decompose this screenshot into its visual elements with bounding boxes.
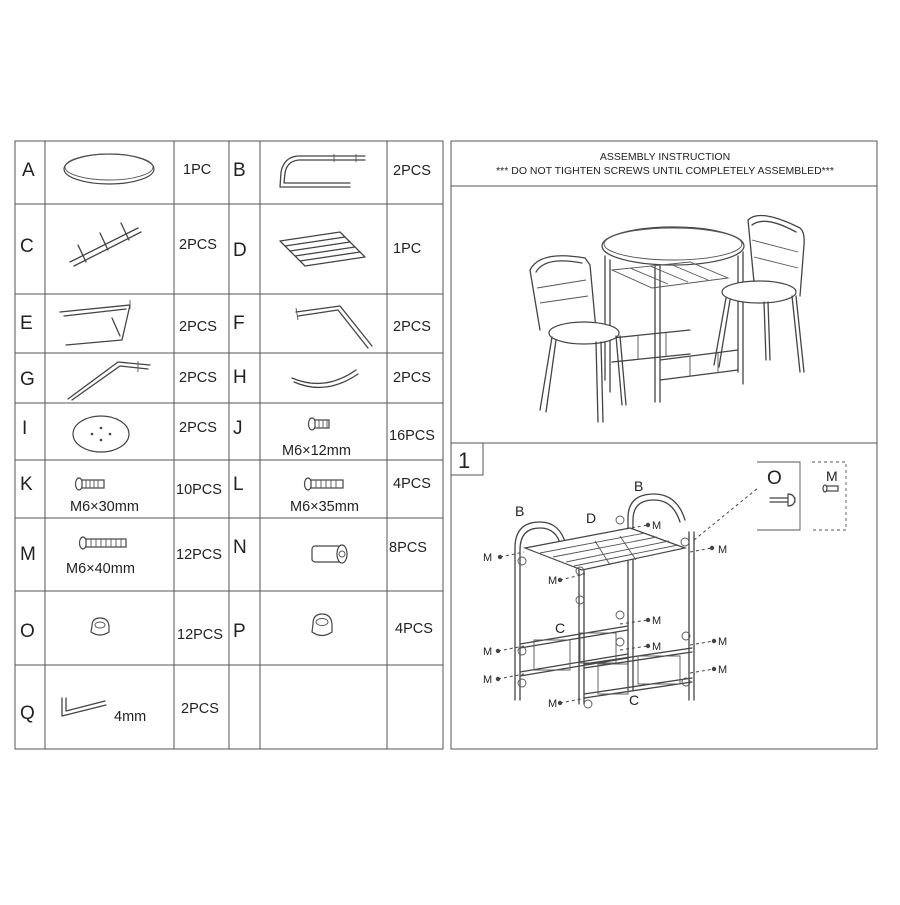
- qty-o: 12PCS: [177, 627, 223, 643]
- part-k-screw-icon: [76, 478, 105, 490]
- size-j: M6×12mm: [282, 443, 351, 459]
- qty-m: 12PCS: [176, 547, 222, 563]
- part-letter-q: Q: [20, 703, 35, 724]
- qty-f: 2PCS: [393, 319, 431, 335]
- m-label-8: M: [652, 641, 662, 653]
- part-letter-l: L: [233, 474, 244, 495]
- size-m: M6×40mm: [66, 561, 135, 577]
- callout-m-detail: M: [826, 468, 838, 484]
- part-letter-e: E: [20, 313, 33, 334]
- part-d-shelf-icon: [280, 232, 365, 266]
- part-letter-d: D: [233, 240, 247, 261]
- callout-d: D: [586, 510, 597, 526]
- assembly-warning: *** DO NOT TIGHTEN SCREWS UNTIL COMPLETELY ASSEMBLED***: [496, 165, 834, 177]
- part-letter-h: H: [233, 367, 247, 388]
- qty-g: 2PCS: [179, 370, 217, 386]
- size-l: M6×35mm: [290, 499, 359, 515]
- m-label-6: M: [483, 674, 493, 686]
- m-label-4: M: [718, 544, 728, 556]
- part-g-leg-icon: [68, 361, 150, 400]
- qty-p: 4PCS: [395, 621, 433, 637]
- part-c-ladder-icon: [70, 223, 141, 266]
- m-label-2: M: [548, 575, 558, 587]
- m-label-10: M: [718, 664, 728, 676]
- m-label-1: M: [483, 552, 493, 564]
- qty-h: 2PCS: [393, 370, 431, 386]
- qty-i: 2PCS: [179, 420, 217, 436]
- part-letter-j: J: [233, 418, 243, 439]
- part-h-backrest-icon: [292, 370, 358, 387]
- step-number: 1: [458, 448, 471, 473]
- size-k: M6×30mm: [70, 499, 139, 515]
- qty-l: 4PCS: [393, 476, 431, 492]
- qty-b: 2PCS: [393, 163, 431, 179]
- part-letter-o: O: [20, 621, 35, 642]
- part-i-seat-icon: [73, 416, 129, 452]
- part-letter-b: B: [233, 160, 246, 181]
- callout-b-right: B: [634, 478, 644, 494]
- part-letter-n: N: [233, 537, 247, 558]
- assembly-title: ASSEMBLY INSTRUCTION: [599, 151, 731, 163]
- qty-e: 2PCS: [179, 319, 217, 335]
- part-m-screw-icon: [80, 537, 127, 549]
- qty-n: 8PCS: [389, 540, 427, 556]
- part-q-allen-key-icon: [62, 698, 106, 716]
- m-label-3: M: [652, 520, 662, 532]
- completed-dining-set-illustration: [530, 216, 804, 423]
- part-o-cap-icon: [91, 618, 109, 635]
- qty-j: 16PCS: [389, 428, 435, 444]
- part-b-frame-icon: [280, 154, 365, 187]
- qty-c: 2PCS: [179, 237, 217, 253]
- callout-b-left: B: [515, 503, 525, 519]
- part-letter-m: M: [20, 544, 36, 565]
- part-letter-a: A: [22, 160, 35, 181]
- part-a-table-top-icon: [64, 154, 154, 184]
- part-p-cap-icon: [312, 614, 332, 636]
- qty-d: 1PC: [393, 241, 422, 257]
- qty-q: 2PCS: [181, 701, 219, 717]
- callout-o: O: [767, 468, 782, 489]
- m-label-11: M: [548, 698, 558, 710]
- part-l-screw-icon: [305, 478, 344, 490]
- m-label-5: M: [483, 646, 493, 658]
- part-letter-c: C: [20, 236, 34, 257]
- m-label-7: M: [652, 615, 662, 627]
- part-letter-f: F: [233, 313, 245, 334]
- part-n-barrel-nut-icon: [312, 545, 347, 563]
- callout-c-upper: C: [555, 620, 566, 636]
- m-label-9: M: [718, 636, 728, 648]
- part-letter-i: I: [22, 418, 28, 439]
- part-letter-g: G: [20, 369, 35, 390]
- part-letter-k: K: [20, 474, 33, 495]
- qty-k: 10PCS: [176, 482, 222, 498]
- part-j-screw-icon: [309, 418, 330, 430]
- part-e-chair-frame-icon: [60, 300, 130, 345]
- qty-a: 1PC: [183, 162, 212, 178]
- callout-c-lower: C: [629, 692, 640, 708]
- part-f-leg-icon: [296, 306, 372, 348]
- part-letter-p: P: [233, 621, 246, 642]
- size-q: 4mm: [114, 709, 147, 725]
